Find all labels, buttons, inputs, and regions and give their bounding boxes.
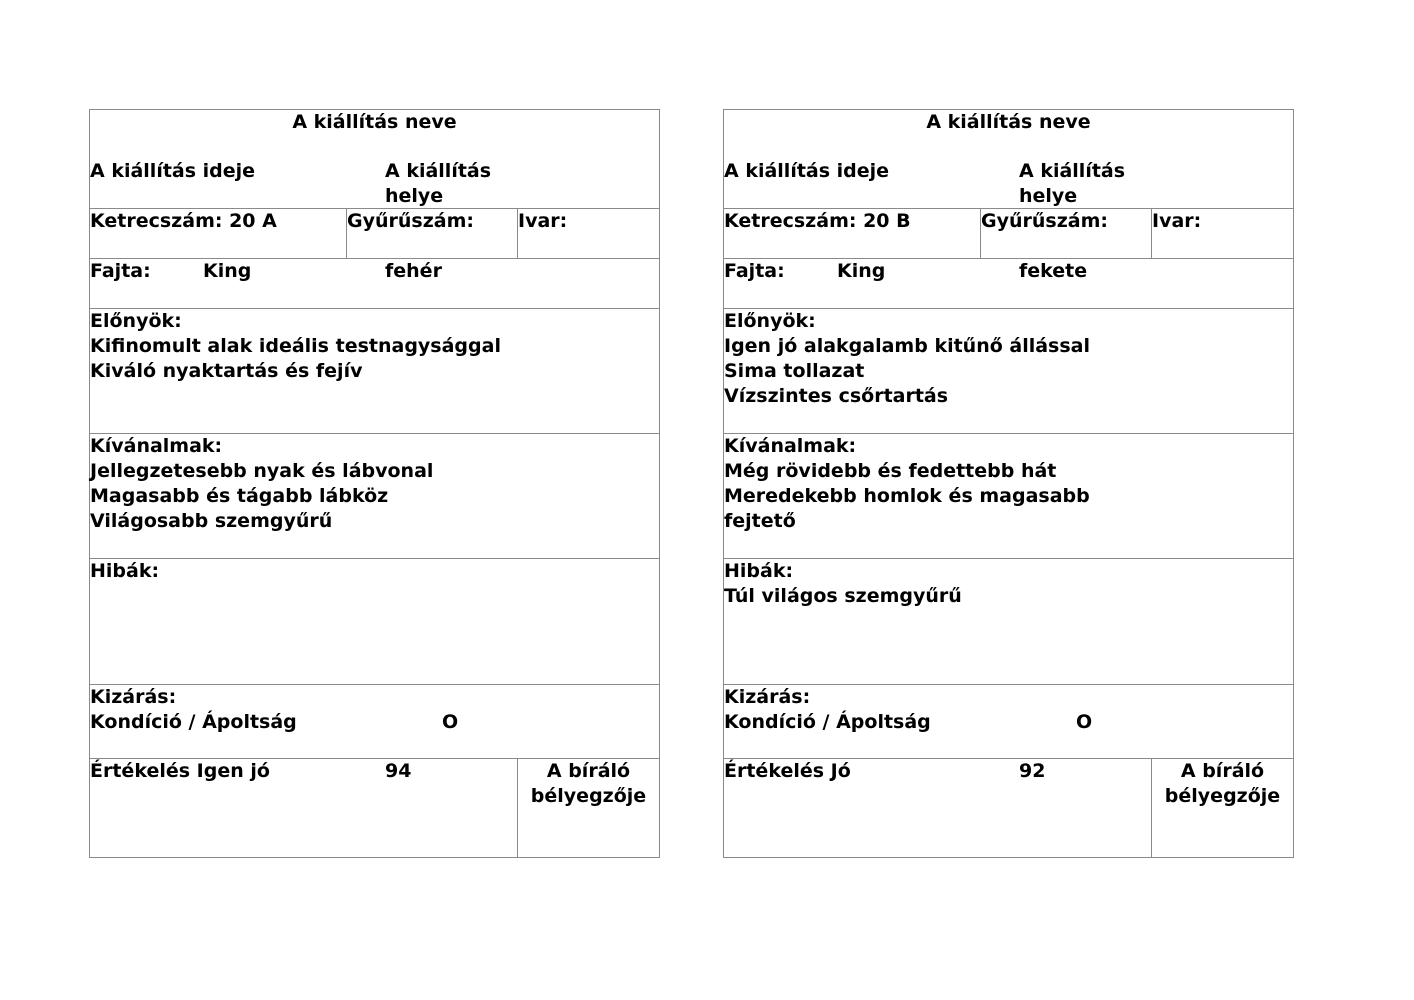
- advantages-title: Előnyök:: [90, 310, 182, 332]
- evaluation-label: Értékelés Jó: [724, 760, 851, 782]
- breed-name: King: [837, 260, 886, 282]
- advantages-section: [90, 309, 659, 434]
- advantage-item: Kiváló nyaktartás és fejív: [90, 360, 363, 382]
- exhibition-time-label: A kiállítás ideje: [90, 160, 256, 182]
- evaluation-score: 94: [385, 760, 412, 782]
- exhibition-header: [90, 110, 659, 209]
- requirement-item: Világosabb szemgyűrű: [90, 510, 333, 532]
- requirements-title: Kívánalmak:: [724, 435, 857, 457]
- advantage-item: Igen jó alakgalamb kitűnő állással: [724, 335, 1091, 357]
- exhibition-title: A kiállítás neve: [292, 111, 457, 133]
- evaluation-cell: [724, 759, 1152, 857]
- breed-name: King: [203, 260, 252, 282]
- exhibition-header: [724, 110, 1293, 209]
- sex-field: Ivar:: [518, 210, 568, 232]
- exhibition-place-label: A kiállítás helye: [385, 160, 492, 207]
- faults-section: [90, 559, 659, 685]
- exhibition-title: A kiállítás neve: [926, 111, 1091, 133]
- requirement-item: Még rövidebb és fedettebb hát: [724, 460, 1057, 482]
- identification-row: [724, 209, 1293, 259]
- evaluation-card: [89, 109, 660, 858]
- faults-title: Hibák:: [724, 560, 794, 582]
- breed-label: Fajta:: [724, 260, 785, 282]
- requirement-item: Meredekebb homlok és magasabb fejtető: [724, 485, 1090, 532]
- evaluation-label: Értékelés Igen jó: [90, 760, 270, 782]
- exclusion-item: Kondíció / Ápoltság: [90, 711, 297, 733]
- exclusion-section: [724, 685, 1293, 759]
- ring-number: Gyűrűszám:: [981, 209, 1152, 258]
- breed-row: [90, 259, 659, 309]
- advantage-item: Sima tollazat: [724, 360, 865, 382]
- exclusion-title: Kizárás:: [724, 686, 811, 708]
- advantage-item: Kifinomult alak ideális testnagysággal: [90, 335, 501, 357]
- identification-row: [90, 209, 659, 259]
- advantage-item: Vízszintes csőrtartás: [724, 385, 949, 407]
- ring-number: Gyűrűszám:: [347, 209, 518, 258]
- evaluation-score: 92: [1019, 760, 1046, 782]
- evaluation-cell: [90, 759, 518, 857]
- faults-section: [724, 559, 1293, 685]
- cage-number: Ketrecszám: 20 A: [90, 209, 347, 258]
- exhibition-place-label: A kiállítás helye: [1019, 160, 1126, 207]
- exclusion-mark: O: [442, 711, 459, 733]
- cage-number: Ketrecszám: 20 B: [724, 209, 981, 258]
- advantages-title: Előnyök:: [724, 310, 816, 332]
- faults-title: Hibák:: [90, 560, 160, 582]
- advantages-section: [724, 309, 1293, 434]
- sex-field: Ivar:: [1152, 210, 1202, 232]
- judge-stamp-label: A bíráló bélyegzője: [1164, 760, 1281, 807]
- breed-color: fehér: [385, 260, 442, 282]
- fault-item: Túl világos szemgyűrű: [724, 585, 962, 607]
- exclusion-section: [90, 685, 659, 759]
- requirements-section: [90, 434, 659, 559]
- breed-label: Fajta:: [90, 260, 151, 282]
- requirements-title: Kívánalmak:: [90, 435, 223, 457]
- judge-stamp-label: A bíráló bélyegzője: [530, 760, 647, 807]
- breed-row: [724, 259, 1293, 309]
- requirement-item: Jellegzetesebb nyak és lábvonal: [90, 460, 434, 482]
- requirements-section: [724, 434, 1293, 559]
- evaluation-row: [724, 759, 1293, 857]
- evaluation-row: [90, 759, 659, 857]
- exclusion-title: Kizárás:: [90, 686, 177, 708]
- exclusion-item: Kondíció / Ápoltság: [724, 711, 931, 733]
- requirement-item: Magasabb és tágabb lábköz: [90, 485, 389, 507]
- exclusion-mark: O: [1076, 711, 1093, 733]
- breed-color: fekete: [1019, 260, 1088, 282]
- exhibition-time-label: A kiállítás ideje: [724, 160, 890, 182]
- evaluation-card: [723, 109, 1294, 858]
